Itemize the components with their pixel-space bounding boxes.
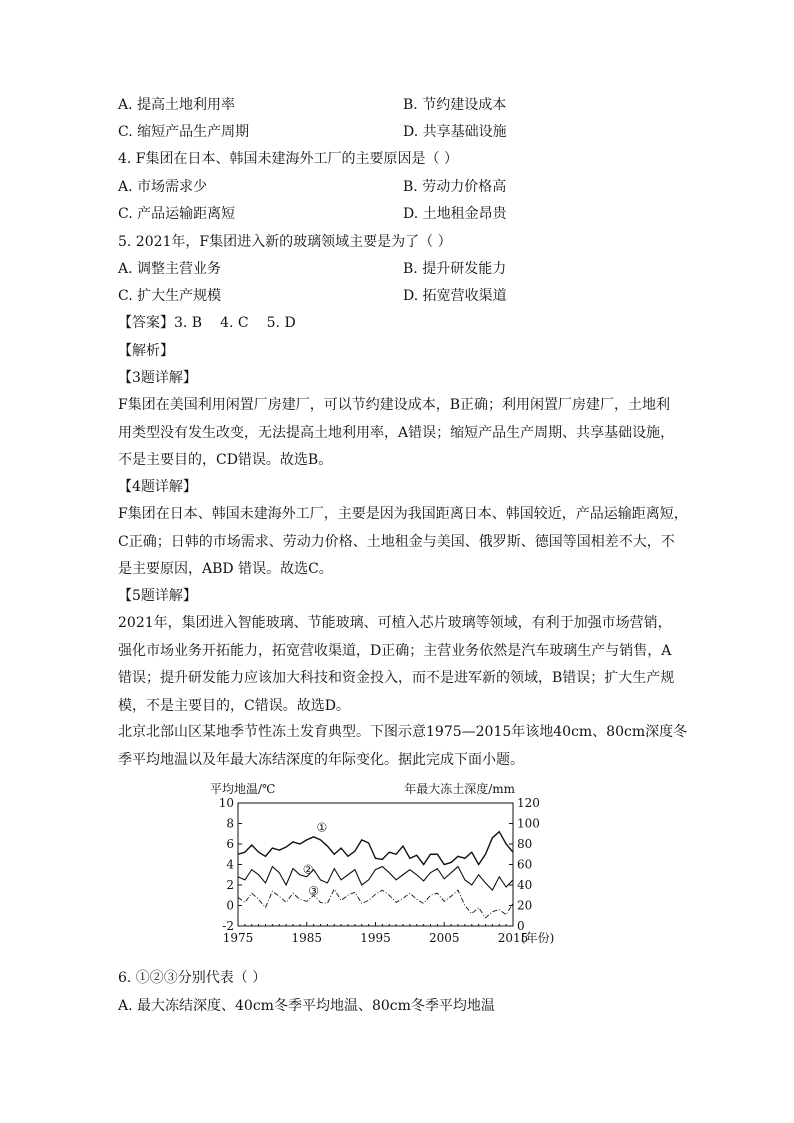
answer-line [118,313,296,333]
left-tick-label: 10 [218,796,234,810]
q3-option-d: D. 共享基础设施 [403,124,507,140]
left-tick-label: 2 [226,878,234,892]
intro-paragraph [118,719,688,774]
left-axis-label: 平均地温/℃ [210,782,276,796]
paragraph-line: F集团在美国利用闲置厂房建厂，可以节约建设成本，B正确；利用闲置厂房建厂，土地利 [118,397,670,413]
analysis-paragraph-3 [118,392,678,475]
left-tick-label: -2 [222,919,234,933]
paragraph-line: 用类型没有发生改变，无法提高土地利用率，A错误；缩短产品生产周期、共享基础设施， [118,424,675,441]
answer-label: 【答案】3. B [118,315,203,331]
x-tick-label: 1995 [360,931,391,945]
x-tick-label: 2005 [428,931,460,945]
q3-option-b: B. 节约建设成本 [403,97,507,113]
analysis-paragraph-5 [118,610,678,720]
series-line-2 [238,867,513,891]
q5-option-d: D. 拓宽营收渠道 [403,288,507,304]
x-tick-label: 1985 [291,931,323,945]
right-tick-label: 80 [517,837,533,851]
left-tick-label: 0 [226,898,234,913]
series-label-1: ① [316,820,328,835]
paragraph-line: 北京北部山区某地季节性冻土发育典型。下图示意1975—2015年该地40cm、80cm深度冬 [118,724,688,740]
series-line-1 [238,832,513,865]
series-line-3 [238,889,513,918]
x-tick-label: 1975 [222,931,254,945]
series-label-2: ② [302,862,314,877]
analysis-label: 【解析】 [118,343,174,359]
right-axis-label: 年最大冻土深度/mm [404,782,515,796]
q5-option-b: B. 提升研发能力 [403,261,507,277]
q4-option-d: D. 土地租金昂贵 [403,206,507,222]
right-tick-label: 100 [517,816,540,831]
q4-option-c: C. 产品运输距离短 [118,206,236,222]
q5-stem: 5. 2021年，F集团进入新的玻璃领域主要是为了（ ） [118,234,452,250]
q3-option-a: A. 提高土地利用率 [118,97,236,113]
paragraph-line: 季平均地温以及年最大冻结深度的年际变化。据此完成下面小题。 [118,751,524,768]
answer-5: 5. D [266,315,296,331]
paragraph-line: 错误；提升研发能力应该加大科技和资金投入，而不是进军新的领域，B错误；扩大生产规 [118,670,675,686]
soil-temperature-chart [205,778,600,950]
paragraph-line: 强化市场业务开拓能力，拓宽营收渠道，D正确；主营业务依然是汽车玻璃生产与销售，A [118,642,672,659]
paragraph-line: 不是主要目的，CD错误。故选B。 [118,452,333,468]
q5-option-a: A. 调整主营业务 [118,261,222,277]
left-tick-label: 4 [226,857,234,872]
right-tick-label: 20 [517,898,533,913]
analysis-heading-3: 【3题详解】 [118,370,197,386]
answer-4: 4. C [220,315,249,331]
paragraph-line: C正确；日韩的市场需求、劳动力价格、土地租金与美国、俄罗斯、德国等国相差不大，不 [118,533,675,550]
paragraph-line: 是主要原因，ABD 错误。故选C。 [118,561,333,577]
paragraph-line: 模，不是主要目的，C错误。故选D。 [118,697,350,714]
q6-stem: 6. ①②③分别代表（ ） [118,970,267,986]
analysis-heading-4: 【4题详解】 [118,479,197,495]
series-label-3: ③ [308,884,320,899]
q3-option-c: C. 缩短产品生产周期 [118,124,250,140]
right-tick-label: 0 [517,919,525,933]
q4-stem: 4. F集团在日本、韩国未建海外工厂的主要原因是（ ） [118,151,458,167]
right-tick-label: 60 [517,857,533,872]
x-axis-label: (年份) [521,931,555,945]
right-tick-label: 120 [517,796,540,810]
q4-option-a: A. 市场需求少 [118,179,208,195]
analysis-paragraph-4 [118,501,688,584]
right-tick-label: 40 [517,878,533,892]
x-tick-label: 2015 [497,931,529,945]
paragraph-line: 2021年，集团进入智能玻璃、节能玻璃、可植入芯片玻璃等领域，有利于加强市场营销， [118,615,672,631]
q6-option-a: A. 最大冻结深度、40cm冬季平均地温、80cm冬季平均地温 [118,998,495,1014]
paragraph-line: F集团在日本、韩国未建海外工厂，主要是因为我国距离日本、韩国较近，产品运输距离短， [118,506,688,522]
plot-frame [238,803,513,926]
q4-option-b: B. 劳动力价格高 [403,179,507,195]
analysis-heading-5: 【5题详解】 [118,588,197,604]
left-tick-label: 6 [226,837,234,851]
left-tick-label: 8 [226,816,234,831]
q5-option-c: C. 扩大生产规模 [118,288,222,304]
